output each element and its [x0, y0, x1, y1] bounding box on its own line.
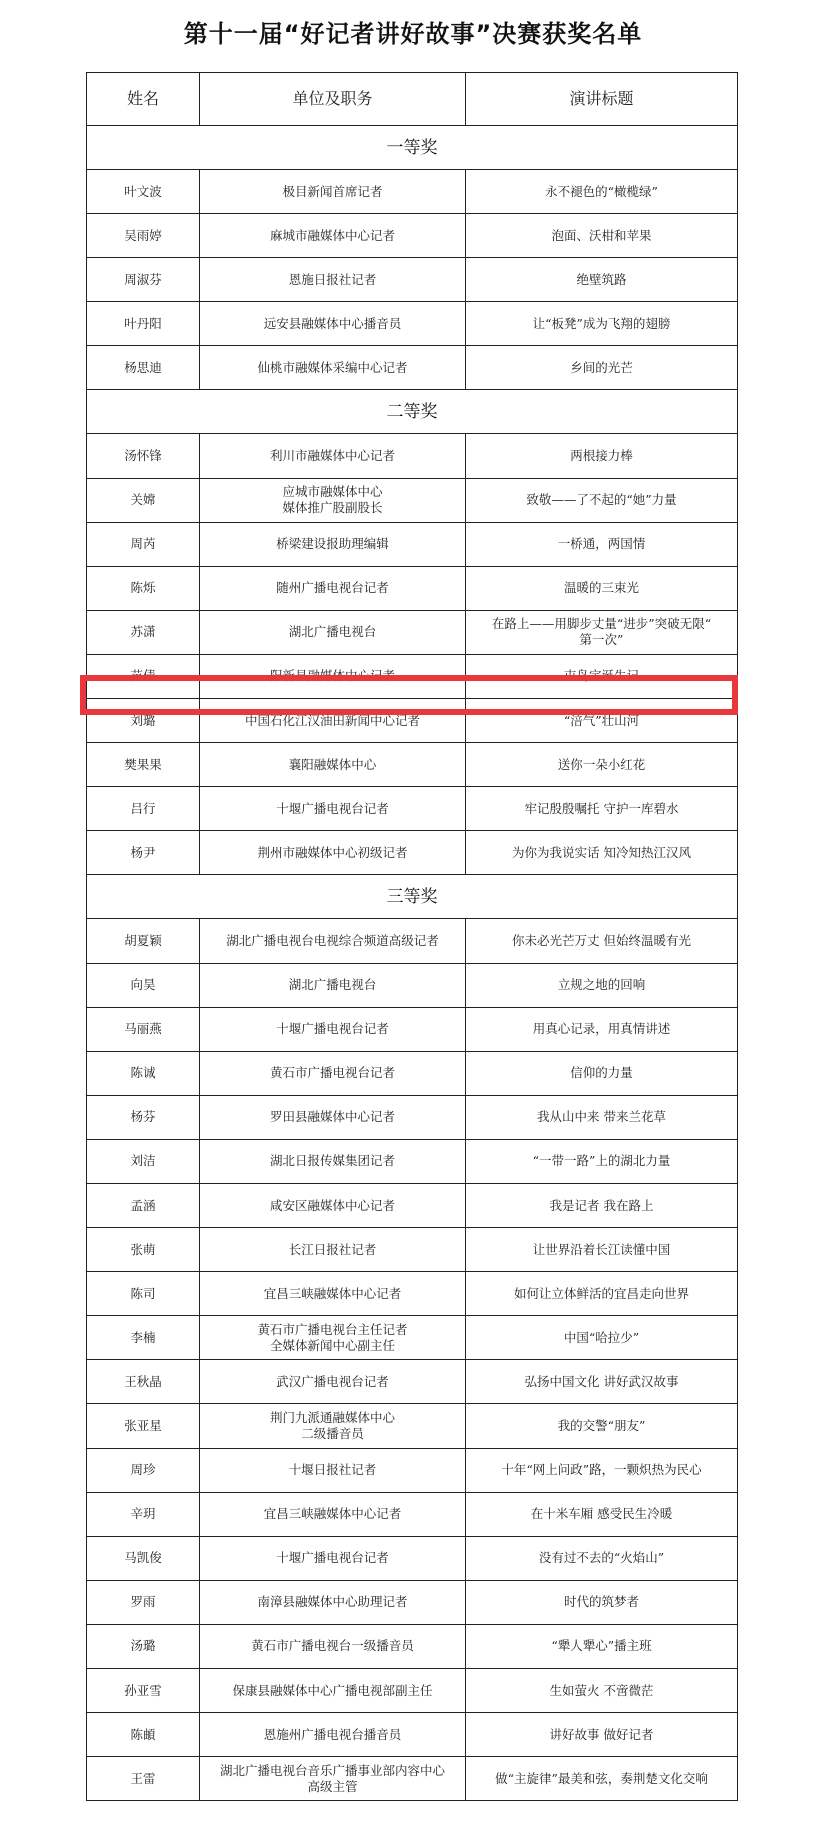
section-row — [87, 126, 738, 170]
awardee-name: 苏潇 — [87, 610, 200, 654]
awardee-name: 叶丹阳 — [87, 302, 200, 346]
table-row — [87, 1007, 738, 1051]
awardee-unit: 保康县融媒体中心广播电视部副主任 — [200, 1669, 466, 1713]
speech-title: 温暖的三束光 — [466, 566, 738, 610]
speech-title: 信仰的力量 — [466, 1051, 738, 1095]
awardee-name: 张萌 — [87, 1228, 200, 1272]
awardee-unit: 黄石市广播电视台记者 — [200, 1051, 466, 1095]
table-row — [87, 1448, 738, 1492]
awardee-unit: 阳新县融媒体中心记者 — [200, 654, 466, 698]
awardee-unit: 恩施日报社记者 — [200, 258, 466, 302]
speech-title: 在路上——用脚步丈量“进步”突破无限“ 第一次” — [466, 610, 738, 654]
awardee-unit: 宜昌三峡融媒体中心记者 — [200, 1272, 466, 1316]
table-row — [87, 522, 738, 566]
speech-title: 用真心记录，用真情讲述 — [466, 1007, 738, 1051]
awardee-name: 周珍 — [87, 1448, 200, 1492]
speech-title: 绝壁筑路 — [466, 258, 738, 302]
table-row — [87, 1095, 738, 1139]
speech-title: 我是记者 我在路上 — [466, 1183, 738, 1227]
awardee-unit: 恩施州广播电视台播音员 — [200, 1713, 466, 1757]
awardee-unit: 湖北日报传媒集团记者 — [200, 1139, 466, 1183]
table-row — [87, 1624, 738, 1668]
table-row — [87, 963, 738, 1007]
awardee-name: 周淑芬 — [87, 258, 200, 302]
table-row — [87, 1360, 738, 1404]
table-row — [87, 743, 738, 787]
speech-title: 送你一朵小红花 — [466, 743, 738, 787]
awardee-unit: 湖北广播电视台音乐广播事业部内容中心 高级主管 — [200, 1757, 466, 1801]
table-row — [87, 699, 738, 743]
table-row — [87, 654, 738, 698]
speech-title: 时代的筑梦者 — [466, 1580, 738, 1624]
speech-title: “一带一路”上的湖北力量 — [466, 1139, 738, 1183]
table-row — [87, 919, 738, 963]
table-row — [87, 1757, 738, 1801]
speech-title: 你未必光芒万丈 但始终温暖有光 — [466, 919, 738, 963]
awardee-unit: 咸安区融媒体中心记者 — [200, 1183, 466, 1227]
awardee-unit: 黄石市广播电视台一级播音员 — [200, 1624, 466, 1668]
awardee-unit: 十堰广播电视台记者 — [200, 787, 466, 831]
speech-title: 一桥通，两国情 — [466, 522, 738, 566]
section-label: 二等奖 — [87, 390, 738, 434]
awardee-name: 马丽燕 — [87, 1007, 200, 1051]
awardee-name: 陈頔 — [87, 1713, 200, 1757]
awardee-name: 辛玥 — [87, 1492, 200, 1536]
awardee-unit: 襄阳融媒体中心 — [200, 743, 466, 787]
speech-title: 屯鸟宇诞生记 — [466, 654, 738, 698]
speech-title: “犟人犟心”播主班 — [466, 1624, 738, 1668]
speech-title: 如何让立体鲜活的宜昌走向世界 — [466, 1272, 738, 1316]
awardee-unit: 湖北广播电视台 — [200, 963, 466, 1007]
awardee-name: 汤怀锋 — [87, 434, 200, 478]
awardee-name: 刘璐 — [87, 699, 200, 743]
header-unit: 单位及职务 — [200, 73, 466, 126]
awardee-name: 李楠 — [87, 1316, 200, 1360]
table-row — [87, 1316, 738, 1360]
awardee-name: 杨思迪 — [87, 346, 200, 390]
table-row — [87, 566, 738, 610]
awardee-unit: 十堰日报社记者 — [200, 1448, 466, 1492]
awardee-name: 罗雨 — [87, 1580, 200, 1624]
awardee-name: 周芮 — [87, 522, 200, 566]
awardee-unit: 湖北广播电视台电视综合频道高级记者 — [200, 919, 466, 963]
table-row — [87, 831, 738, 875]
table-row — [87, 1183, 738, 1227]
awardee-unit: 罗田县融媒体中心记者 — [200, 1095, 466, 1139]
table-row — [87, 1228, 738, 1272]
awardee-unit: 远安县融媒体中心播音员 — [200, 302, 466, 346]
speech-title: 我的交警“朋友” — [466, 1404, 738, 1448]
speech-title: 永不褪色的“橄榄绿” — [466, 170, 738, 214]
table-row — [87, 1669, 738, 1713]
speech-title: “涪气”壮山河 — [466, 699, 738, 743]
awardee-unit: 极目新闻首席记者 — [200, 170, 466, 214]
awardee-name: 樊果果 — [87, 743, 200, 787]
awardee-unit: 荆门九派通融媒体中心 二级播音员 — [200, 1404, 466, 1448]
table-row — [87, 1051, 738, 1095]
page-title: 第十一届“好记者讲好故事”决赛获奖名单 — [183, 20, 643, 48]
awardee-unit: 长江日报社记者 — [200, 1228, 466, 1272]
awardee-unit: 仙桃市融媒体采编中心记者 — [200, 346, 466, 390]
awardee-name: 马凯俊 — [87, 1536, 200, 1580]
speech-title: 为你为我说实话 知冷知热江汉风 — [466, 831, 738, 875]
awardee-unit: 应城市融媒体中心 媒体推广股副股长 — [200, 478, 466, 522]
awardee-name: 吴雨婷 — [87, 214, 200, 258]
awardee-name: 孟涵 — [87, 1183, 200, 1227]
awardee-unit: 湖北广播电视台 — [200, 610, 466, 654]
speech-title: 十年“网上问政”路，一颗炽热为民心 — [466, 1448, 738, 1492]
awardee-unit: 中国石化江汉油田新闻中心记者 — [200, 699, 466, 743]
speech-title: 泡面、沃柑和苹果 — [466, 214, 738, 258]
header-name: 姓名 — [87, 73, 200, 126]
speech-title: 弘扬中国文化 讲好武汉故事 — [466, 1360, 738, 1404]
speech-title: 没有过不去的“火焰山” — [466, 1536, 738, 1580]
section-row — [87, 390, 738, 434]
speech-title: 做“主旋律”最美和弦，奏荆楚文化交响 — [466, 1757, 738, 1801]
table-row — [87, 258, 738, 302]
awardee-unit: 利川市融媒体中心记者 — [200, 434, 466, 478]
table-row — [87, 214, 738, 258]
awardee-name: 向昊 — [87, 963, 200, 1007]
awardee-name: 刘洁 — [87, 1139, 200, 1183]
table-header-row — [87, 73, 738, 126]
awardee-unit: 十堰广播电视台记者 — [200, 1536, 466, 1580]
awardee-unit: 随州广播电视台记者 — [200, 566, 466, 610]
speech-title: 生如萤火 不啻微茫 — [466, 1669, 738, 1713]
table-row — [87, 610, 738, 654]
speech-title: 让“板凳”成为飞翔的翅膀 — [466, 302, 738, 346]
awardee-name: 陈烁 — [87, 566, 200, 610]
awardee-name: 张亚星 — [87, 1404, 200, 1448]
awardee-unit: 麻城市融媒体中心记者 — [200, 214, 466, 258]
speech-title: 在十米车厢 感受民生冷暖 — [466, 1492, 738, 1536]
awardee-unit: 十堰广播电视台记者 — [200, 1007, 466, 1051]
table-row — [87, 346, 738, 390]
awardee-name: 陈诚 — [87, 1051, 200, 1095]
table-row — [87, 1272, 738, 1316]
speech-title: 两根接力棒 — [466, 434, 738, 478]
speech-title: 立规之地的回响 — [466, 963, 738, 1007]
speech-title: 中国“哈拉少” — [466, 1316, 738, 1360]
table-row — [87, 170, 738, 214]
awardee-name: 王雷 — [87, 1757, 200, 1801]
table-row — [87, 434, 738, 478]
table-row — [87, 1492, 738, 1536]
awardee-name: 陈司 — [87, 1272, 200, 1316]
award-table — [86, 72, 738, 1801]
awardee-unit: 南漳县融媒体中心助理记者 — [200, 1580, 466, 1624]
table-row — [87, 1139, 738, 1183]
awardee-unit: 桥梁建设报助理编辑 — [200, 522, 466, 566]
table-row — [87, 478, 738, 522]
award-table-body — [87, 73, 738, 1801]
awardee-name: 杨尹 — [87, 831, 200, 875]
section-row — [87, 875, 738, 919]
section-label: 一等奖 — [87, 126, 738, 170]
table-row — [87, 302, 738, 346]
awardee-name: 关嫦 — [87, 478, 200, 522]
speech-title: 牢记殷殷嘱托 守护一库碧水 — [466, 787, 738, 831]
awardee-unit: 荆州市融媒体中心初级记者 — [200, 831, 466, 875]
speech-title: 我从山中来 带来兰花草 — [466, 1095, 738, 1139]
table-row — [87, 1713, 738, 1757]
awardee-unit: 黄石市广播电视台主任记者 全媒体新闻中心副主任 — [200, 1316, 466, 1360]
awardee-name: 王秋晶 — [87, 1360, 200, 1404]
section-label: 三等奖 — [87, 875, 738, 919]
awardee-unit: 宜昌三峡融媒体中心记者 — [200, 1492, 466, 1536]
awardee-name: 苗倩 — [87, 654, 200, 698]
awardee-name: 吕行 — [87, 787, 200, 831]
speech-title: 乡间的光芒 — [466, 346, 738, 390]
awardee-name: 胡夏颖 — [87, 919, 200, 963]
speech-title: 讲好故事 做好记者 — [466, 1713, 738, 1757]
table-row — [87, 787, 738, 831]
table-row — [87, 1404, 738, 1448]
awardee-name: 杨芬 — [87, 1095, 200, 1139]
awardee-name: 汤璐 — [87, 1624, 200, 1668]
header-speech-title: 演讲标题 — [466, 73, 738, 126]
speech-title: 致敬——了不起的“她”力量 — [466, 478, 738, 522]
table-row — [87, 1536, 738, 1580]
speech-title: 让世界沿着长江读懂中国 — [466, 1228, 738, 1272]
awardee-name: 孙亚雪 — [87, 1669, 200, 1713]
table-row — [87, 1580, 738, 1624]
awardee-name: 叶文波 — [87, 170, 200, 214]
awardee-unit: 武汉广播电视台记者 — [200, 1360, 466, 1404]
